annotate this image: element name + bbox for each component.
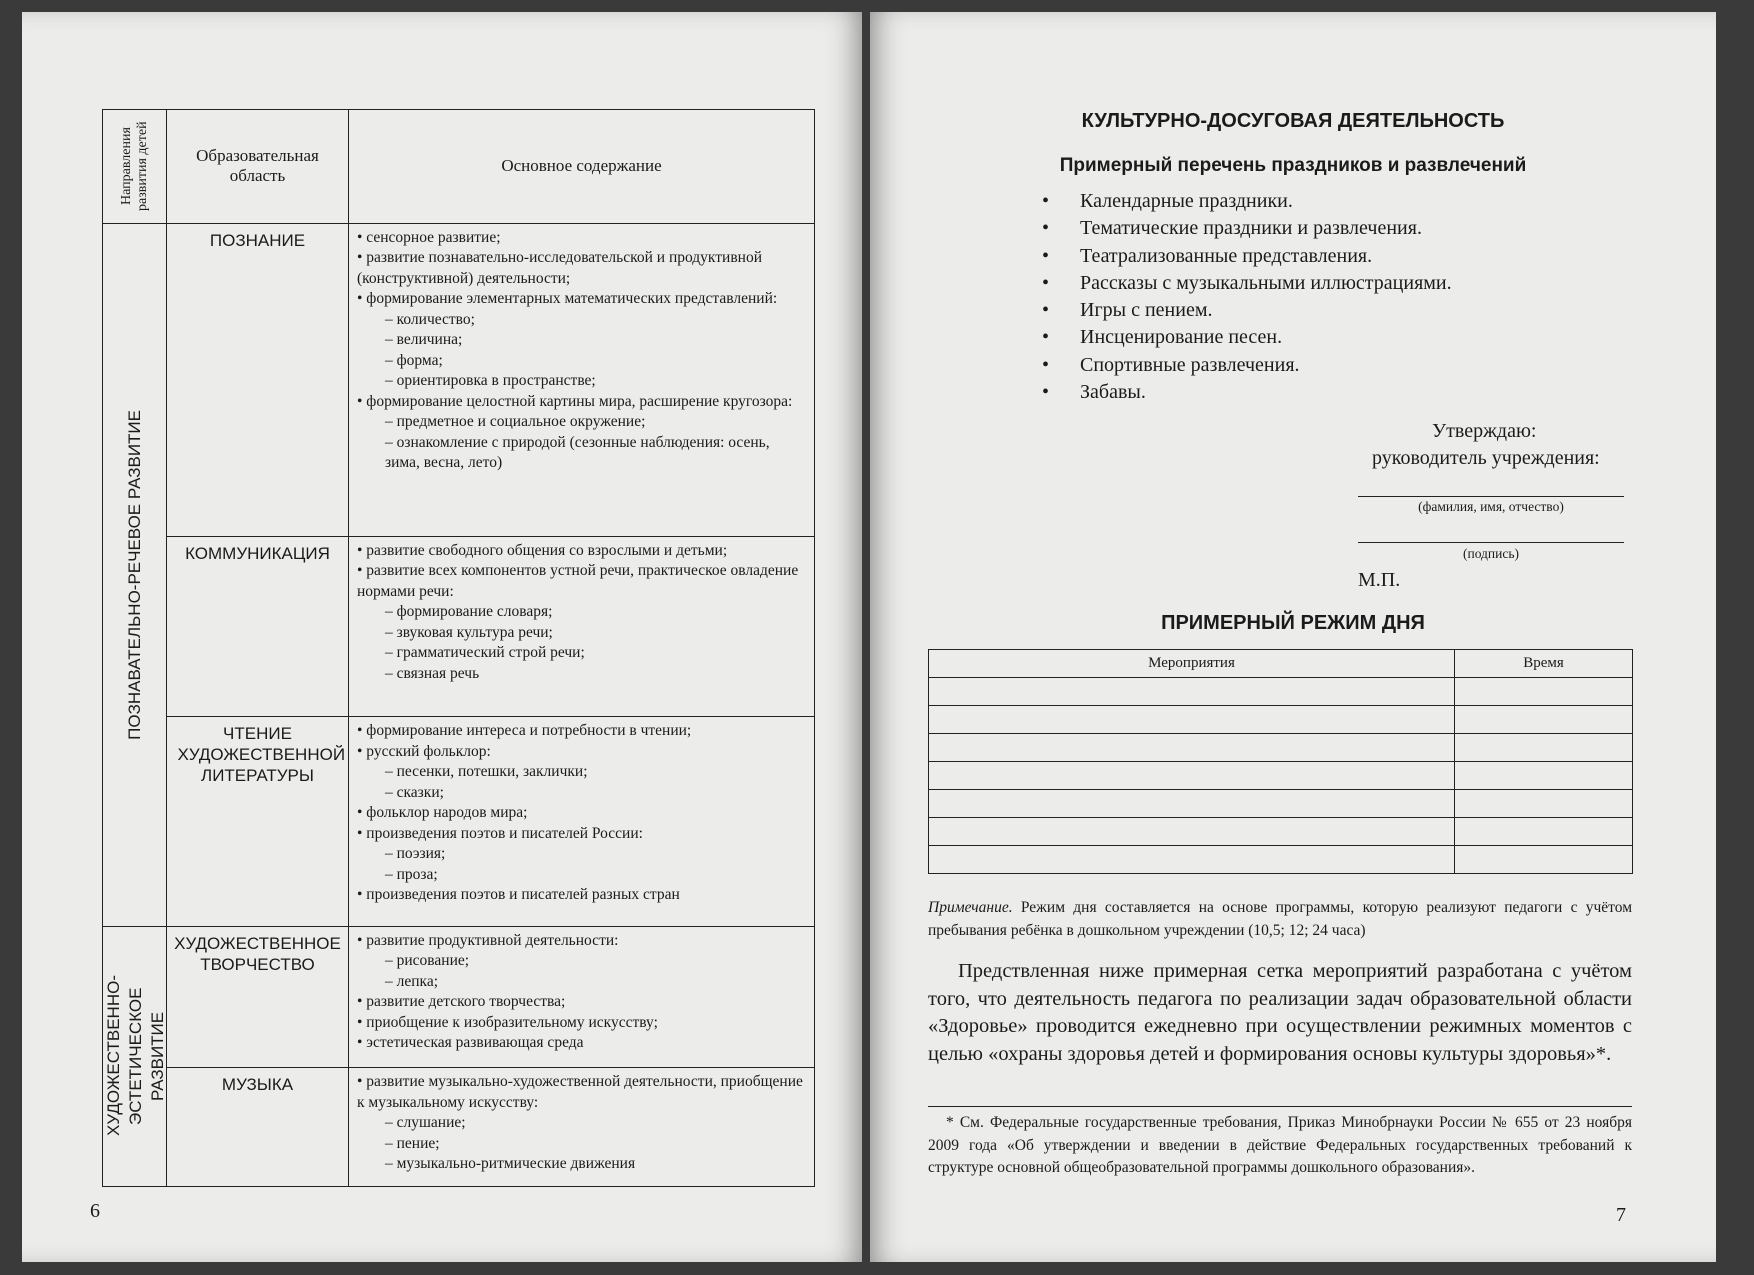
content-line: • формирование элементарных математических представлений: [357, 290, 778, 308]
header-direction [103, 110, 167, 224]
signature-caption: (подпись) [1462, 546, 1520, 561]
content-line: – поэзия; [385, 845, 446, 863]
table-row [929, 678, 1633, 706]
main-paragraph [928, 958, 1632, 1068]
content-line: – количество; [385, 310, 475, 328]
empty-cell [1455, 706, 1633, 734]
content-line: – ознакомление с природой (сезонные наблюдения: осень, зима, весна, лето) [385, 433, 770, 472]
list-item: • Спортивные развлечения. [1042, 352, 1452, 379]
area-cell [167, 717, 349, 927]
content-cell [349, 926, 815, 1068]
content-line: – форма; [385, 351, 443, 369]
list-item: • Инсценирование песен. [1042, 324, 1452, 351]
empty-cell [929, 734, 1455, 762]
table-row [929, 790, 1633, 818]
content-cell [349, 223, 815, 536]
table-row [929, 762, 1633, 790]
table-row [929, 846, 1633, 874]
name-caption: (фамилия, имя, отчество) [1418, 499, 1564, 514]
education-areas-table [102, 109, 815, 1187]
header-direction-text: Направления развития детей [118, 121, 150, 212]
header-area: Образовательная область [167, 110, 349, 224]
content-line: • фольклор народов мира; [357, 804, 528, 822]
content-line: • приобщение к изобразительному искусству; [357, 1013, 658, 1031]
content-line: • развитие познавательно-исследовательской и продуктивной (конструктивной) деятельности; [357, 249, 762, 287]
page-number-left: 6 [90, 1200, 100, 1222]
name-signature-line [1358, 496, 1624, 497]
content-cell [349, 536, 815, 716]
list-item: • Календарные праздники. [1042, 188, 1452, 215]
content-line: – грамматический строй речи; [385, 644, 585, 662]
area-name: ЧТЕНИЕ ХУДОЖЕСТВЕННОЙ ЛИТЕРАТУРЫ [177, 724, 346, 786]
content-line: – слушание; [385, 1114, 466, 1132]
content-line: • развитие музыкально-художественной деятельности, приобщение к музыкальному искусству: [357, 1073, 803, 1111]
empty-cell [1455, 678, 1633, 706]
content-line: – звуковая культура речи; [385, 623, 553, 641]
area-name: ПОЗНАНИЕ [209, 230, 306, 250]
empty-cell [929, 790, 1455, 818]
area-name: МУЗЫКА [221, 1075, 294, 1095]
area-cell [167, 926, 349, 1068]
approve-role: руководитель учреждения: [1372, 447, 1600, 469]
empty-cell [1455, 734, 1633, 762]
content-line: – предметное и социальное окружение; [385, 413, 646, 431]
paragraph-text: Предствленная ниже примерная сетка мероприятий разработана с учётом того, что деятельность педагога по реализации задач образовательной области «Здоровье» проводится ежедневно при осуществлении режимных моментов с целью «охраны здоровья детей и формирования основы культуры здоровья»*. [928, 960, 1632, 1065]
empty-cell [929, 846, 1455, 874]
content-line: – рисование; [385, 952, 470, 970]
content-line: – величина; [385, 331, 463, 349]
content-line: • произведения поэтов и писателей России: [357, 824, 643, 842]
note-label: Примечание. [928, 899, 1013, 916]
approve-label: Утверждаю: [1432, 420, 1537, 442]
empty-cell [1455, 790, 1633, 818]
area-name: КОММУНИКАЦИЯ [185, 543, 330, 563]
empty-cell [1455, 762, 1633, 790]
area-name: ХУДОЖЕСТВЕННОЕ ТВОРЧЕСТВО [174, 933, 341, 974]
list-item: • Театрализованные представления. [1042, 243, 1452, 270]
content-line: • развитие всех компонентов устной речи, практическое овладение нормами речи: [357, 562, 799, 600]
group-art-aesthetic [103, 926, 167, 1186]
left-page [22, 12, 862, 1262]
header-content: Основное содержание [349, 110, 815, 224]
area-cell [167, 536, 349, 716]
content-line: • русский фольклор: [357, 742, 491, 760]
page-number-right: 7 [1616, 1204, 1626, 1226]
content-cell [349, 1068, 815, 1187]
content-line: – сказки; [385, 783, 444, 801]
group-art-aesthetic-label: ХУДОЖЕСТВЕННО-ЭСТЕТИЧЕСКОЕ РАЗВИТИЕ [104, 975, 167, 1137]
content-line: – песенки, потешки, заклички; [385, 763, 588, 781]
empty-cell [929, 678, 1455, 706]
section-subtitle: Примерный перечень праздников и развлечений [1059, 155, 1527, 176]
footnote-divider [928, 1106, 1632, 1107]
table-row [929, 818, 1633, 846]
empty-cell [929, 762, 1455, 790]
content-line: – проза; [385, 865, 438, 883]
list-item: • Рассказы с музыкальными иллюстрациями. [1042, 270, 1452, 297]
content-line: • развитие свободного общения со взрослыми и детьми; [357, 541, 728, 559]
group-cognitive-speech [103, 223, 167, 926]
section-title: КУЛЬТУРНО-ДОСУГОВАЯ ДЕЯТЕЛЬНОСТЬ [1081, 110, 1505, 132]
content-cell [349, 717, 815, 927]
list-item: • Тематические праздники и развлечения. [1042, 215, 1452, 242]
stamp-label: М.П. [1358, 569, 1401, 591]
holidays-list [1042, 188, 1452, 406]
schedule-title: ПРИМЕРНЫЙ РЕЖИМ ДНЯ [1161, 612, 1425, 634]
area-cell [167, 223, 349, 536]
schedule-note [928, 896, 1632, 942]
empty-cell [929, 818, 1455, 846]
note-text: Режим дня составляется на основе программы, которую реализуют педагоги с учётом пребывания ребёнка в дошкольном учреждении (10,5; 12; 24 часа) [928, 899, 1632, 939]
group-cognitive-speech-label: ПОЗНАВАТЕЛЬНО-РЕЧЕВОЕ РАЗВИТИЕ [124, 409, 144, 740]
right-page [870, 12, 1716, 1262]
empty-cell [1455, 818, 1633, 846]
content-line: • эстетическая развивающая среда [357, 1034, 584, 1052]
content-line: – ориентировка в пространстве; [385, 372, 596, 390]
table-row [929, 734, 1633, 762]
content-line: • произведения поэтов и писателей разных стран [357, 886, 680, 904]
content-line: – формирование словаря; [385, 603, 553, 621]
list-item: • Забавы. [1042, 379, 1452, 406]
content-line: • формирование целостной картины мира, расширение кругозора: [357, 392, 793, 410]
footnote [928, 1112, 1632, 1180]
content-line: – лепка; [385, 972, 439, 990]
schedule-header-events: Мероприятия [929, 650, 1455, 678]
content-line: – музыкально-ритмические движения [385, 1155, 636, 1173]
content-line: – связная речь [385, 664, 480, 682]
schedule-table [928, 649, 1633, 874]
empty-cell [929, 706, 1455, 734]
content-line: • развитие продуктивной деятельности: [357, 931, 619, 949]
schedule-header-time: Время [1455, 650, 1633, 678]
content-line: • формирование интереса и потребности в чтении; [357, 722, 692, 740]
empty-cell [1455, 846, 1633, 874]
content-line: • развитие детского творчества; [357, 993, 566, 1011]
content-line: • сенсорное развитие; [357, 228, 501, 246]
area-cell [167, 1068, 349, 1187]
list-item: • Игры с пением. [1042, 297, 1452, 324]
content-line: – пение; [385, 1134, 440, 1152]
table-row [929, 706, 1633, 734]
footnote-text: * См. Федеральные государственные требования, Приказ Минобрнауки России № 655 от 23 ноября 2009 года «Об утверждении и введении в действие Федеральных государственных требований к структуре основной общеобразовательной программы дошкольного образования». [928, 1114, 1632, 1176]
signature-line [1358, 542, 1624, 543]
